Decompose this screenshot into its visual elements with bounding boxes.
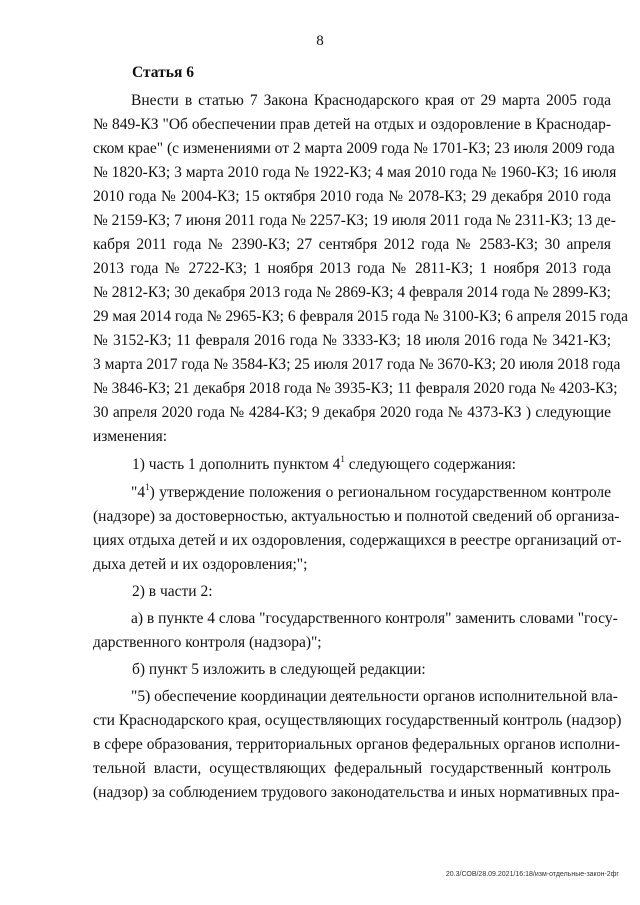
text-line: сти Краснодарского края, осуществляющих государственный контроль (надзор): [93, 712, 622, 729]
text-line: № 849-КЗ "Об обеспечении прав детей на отдых и оздоровление в Краснодар-: [93, 116, 611, 133]
text-line: в сфере образования, территориальных органов федеральных органов исполни-: [93, 736, 621, 753]
text-line: 29 мая 2014 года № 2965-КЗ; 6 февраля 2015 года № 3100-КЗ; 6 апреля 2015 года: [93, 308, 629, 325]
page-number: 8: [316, 33, 324, 49]
text-line: кабря 2011 года № 2390-КЗ; 27 сентября 2012 года № 2583-КЗ; 30 апреля: [93, 236, 611, 253]
text-line: (надзор) за соблюдением трудового законодательства и иных нормативных пра-: [93, 784, 620, 801]
text-line: ском крае" (с изменениями от 2 марта 2009 года № 1701-КЗ; 23 июля 2009 года: [93, 140, 615, 157]
text-line: б) пункт 5 изложить в следующей редакции:: [132, 661, 426, 678]
text-line: 2010 года № 2004-КЗ; 15 октября 2010 года № 2078-КЗ; 29 декабря 2010 года: [93, 188, 611, 205]
text-line: "5) обеспечение координации деятельности органов исполнительной вла-: [131, 688, 618, 705]
text-line: № 3152-КЗ; 11 февраля 2016 года № 3333-КЗ; 18 июля 2016 года № 3421-КЗ;: [93, 332, 611, 349]
footer-stamp: 20.3/СОВ/28.09.2021/16:18/изм-отдельные-закон-2фг: [445, 871, 619, 878]
text-line: 30 апреля 2020 года № 4284-КЗ; 9 декабря 2020 года № 4373-КЗ ) следующие: [93, 404, 611, 421]
text-line: 2013 года № 2722-КЗ; 1 ноября 2013 года № 2811-КЗ; 1 ноября 2013 года: [93, 260, 611, 277]
text-line: № 2159-КЗ; 7 июня 2011 года № 2257-КЗ; 19 июля 2011 года № 2311-КЗ; 13 де-: [93, 212, 616, 229]
text-line: (надзоре) за достоверностью, актуальностью и полнотой сведений об организа-: [93, 508, 620, 525]
text-line: тельной власти, осуществляющих федеральный государственный контроль: [93, 760, 611, 777]
text-line: а) в пункте 4 слова "государственного контроля" заменить словами "госу-: [131, 610, 618, 627]
text-line: № 2812-КЗ; 30 декабря 2013 года № 2869-КЗ; 4 февраля 2014 года № 2899-КЗ;: [93, 284, 611, 301]
text-line: 3 марта 2017 года № 3584-КЗ; 25 июля 2017 года № 3670-КЗ; 20 июля 2018 года: [93, 356, 621, 373]
text-line: 1) часть 1 дополнить пунктом $4^1$ следующего содержания:: [132, 454, 516, 473]
text-line: циях отдыха детей и их оздоровления, содержащихся в реестре организаций от-: [93, 532, 622, 549]
article-heading: Статья 6: [132, 64, 194, 81]
text-line: дарственного контроля (надзора)";: [93, 634, 322, 651]
superscript: 1: [145, 482, 150, 492]
text-line: № 1820-КЗ; 3 марта 2010 года № 1922-КЗ; 4 мая 2010 года № 1960-КЗ; 16 июля: [93, 164, 617, 181]
text-line: изменения:: [93, 428, 168, 445]
text-line: "$4^1$) утверждение положения о региональном государственном контроле: [131, 482, 611, 501]
superscript: 1: [340, 454, 345, 464]
text-line: 2) в части 2:: [132, 583, 213, 600]
text-line: Внести в статью 7 Закона Краснодарского края от 29 марта 2005 года: [131, 92, 611, 109]
text-line: дыха детей и их оздоровления;";: [93, 556, 308, 573]
text-line: № 3846-КЗ; 21 декабря 2018 года № 3935-КЗ; 11 февраля 2020 года № 4203-КЗ;: [93, 380, 618, 397]
